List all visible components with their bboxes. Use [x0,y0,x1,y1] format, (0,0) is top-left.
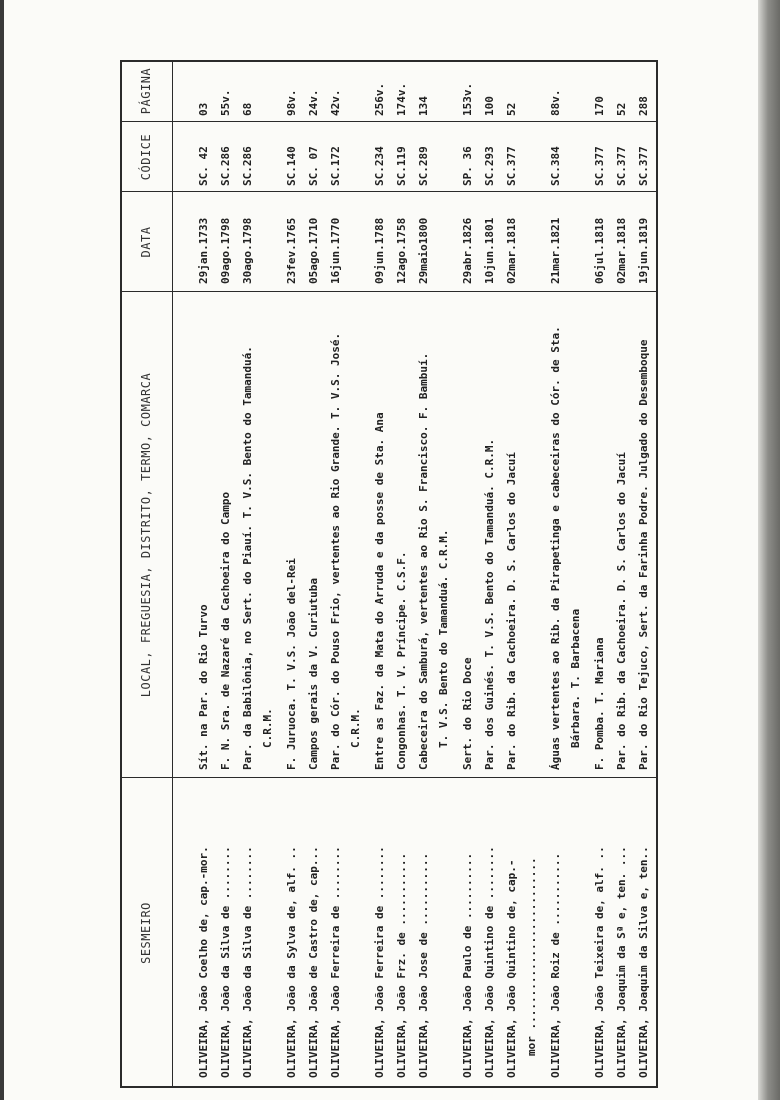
pagina-cell: 170 [593,96,606,116]
pagina-cell: 52 [615,102,628,116]
codice-cell: SP. 36 [461,146,474,186]
local-cell: Sert. do Rio Doce [461,657,474,770]
data-cell: 05ago.1710 [307,217,320,284]
codice-cell: SC. 07 [307,146,320,186]
local-cell: Cabeceira do Samburá, vertentes ao Rio S. Francisco. F. Bambuí. [417,352,430,770]
column-divider [120,121,658,122]
sesmeiro-continuation: mor .......................... [525,857,538,1056]
sesmeiro-cell: OLIVEIRA, João de Castro de, cap... [307,846,320,1078]
scan-right-edge [758,0,780,1100]
pagina-cell: 42v. [329,89,342,116]
codice-cell: SC.286 [219,146,232,186]
local-cell: Par. da Babilônia, no Sert. do Piauí. T. V.S. Bento do Tamanduá. [241,346,254,770]
sesmeiro-cell: OLIVEIRA, João da Silva de ........ [219,846,232,1078]
header-sesmeiro: SESMEIRO [139,902,153,964]
data-cell: 09jun.1788 [373,217,386,284]
local-cell: Par. do Rib. da Cachoeira. D. S. Carlos do Jacuí [615,452,628,770]
codice-cell: SC.234 [373,146,386,186]
local-cell: Par. do Rio Tejuco, Sert. da Farinha Podre. Julgado do Desemboque [637,339,650,770]
codice-cell: SC.140 [285,146,298,186]
sesmeiro-cell: OLIVEIRA, Joaquim da Silva e, ten.. [637,846,650,1078]
local-cell: Águas vertentes ao Rib. da Pirapetinga e cabeceiras do Cór. de Sta. [549,326,562,770]
codice-cell: SC.289 [417,146,430,186]
sesmeiro-cell: OLIVEIRA, João Ferreira de ........ [373,846,386,1078]
local-continuation: C.R.M. [261,708,274,748]
pagina-cell: 256v. [373,82,386,116]
local-continuation: C.R.M. [349,708,362,748]
sesmeiro-cell: OLIVEIRA, Joaquim da Sª e, ten. ... [615,846,628,1078]
codice-cell: SC.293 [483,146,496,186]
codice-cell: SC.384 [549,146,562,186]
pagina-cell: 24v. [307,89,320,116]
data-cell: 12ago.1758 [395,217,408,284]
pagina-cell: 88v. [549,89,562,116]
sesmarias-table [120,60,658,1088]
codice-cell: SC.377 [505,146,518,186]
codice-cell: SC.119 [395,146,408,186]
pagina-cell: 100 [483,96,496,116]
local-cell: Par. dos Guinés. T. V.S. Bento do Tamanduá. C.R.M. [483,438,496,770]
local-cell: Congonhas. T. V. Príncipe. C.S.F. [395,551,408,770]
header-divider [172,60,173,1088]
local-continuation: T. V.S. Bento do Tamanduá. C.R.M. [437,529,450,748]
codice-cell: SC.172 [329,146,342,186]
header-codice: CÓDICE [139,133,153,181]
data-cell: 06jul.1818 [593,217,606,284]
sesmeiro-cell: OLIVEIRA, João Coelho de, cap.-mor. [197,846,210,1078]
pagina-cell: 52 [505,102,518,116]
data-cell: 02mar.1818 [505,217,518,284]
local-cell: Sít. na Par. do Rio Turvo [197,604,210,770]
local-cell: F. Juruoca. T. V.S. João del-Rei [285,558,298,770]
local-continuation: Bárbara. T. Barbacena [569,608,582,748]
data-cell: 21mar.1821 [549,217,562,284]
sesmeiro-cell: OLIVEIRA, João da Silva de ........ [241,846,254,1078]
codice-cell: SC.286 [241,146,254,186]
pagina-cell: 174v. [395,82,408,116]
data-cell: 19jun.1819 [637,217,650,284]
data-cell: 16jun.1770 [329,217,342,284]
header-local: LOCAL, FREGUESIA, DISTRITO, TERMO, COMARCA [139,372,153,698]
sesmeiro-cell: OLIVEIRA, João Jose de ........... [417,852,430,1078]
local-cell: Entre as Faz. da Mata do Arruda e da posse de Sta. Ana [373,412,386,770]
sesmeiro-cell: OLIVEIRA, João Frz. de ........... [395,852,408,1078]
data-cell: 09ago.1798 [219,217,232,284]
data-cell: 29maio1800 [417,217,430,284]
local-cell: F. Pomba. T. Mariana [593,637,606,770]
codice-cell: SC.377 [637,146,650,186]
local-cell: F. N. Sra. de Nazaré da Cachoeira do Campo [219,491,232,770]
scan-left-edge [0,0,4,1100]
sesmeiro-cell: OLIVEIRA, João Quintino de, cap.- [505,859,518,1078]
pagina-cell: 134 [417,96,430,116]
local-cell: Campos gerais da V. Curiutuba [307,577,320,770]
sesmeiro-cell: OLIVEIRA, João da Sylva de, alf. .. [285,846,298,1078]
local-cell: Par. do Cór. do Pouso Frio, vertentes ao Rio Grande. T. V.S. José. [329,332,342,770]
data-cell: 30ago.1798 [241,217,254,284]
pagina-cell: 288 [637,96,650,116]
header-data: DATA [139,226,153,258]
data-cell: 10jun.1801 [483,217,496,284]
codice-cell: SC.377 [615,146,628,186]
header-pagina: PÁGINA [139,67,153,115]
data-cell: 29abr.1826 [461,217,474,284]
data-cell: 23fev.1765 [285,217,298,284]
pagina-cell: 03 [197,102,210,116]
sesmeiro-cell: OLIVEIRA, João Teixeira de, alf. .. [593,846,606,1078]
pagina-cell: 153v. [461,82,474,116]
pagina-cell: 68 [241,102,254,116]
codice-cell: SC. 42 [197,146,210,186]
sesmeiro-cell: OLIVEIRA, João Roiz de ........... [549,852,562,1078]
local-cell: Par. do Rib. da Cachoeira. D. S. Carlos do Jacuí [505,452,518,770]
pagina-cell: 55v. [219,89,232,116]
sesmeiro-cell: OLIVEIRA, João Quintino de ........ [483,846,496,1078]
data-cell: 29jan.1733 [197,217,210,284]
pagina-cell: 98v. [285,89,298,116]
sesmeiro-cell: OLIVEIRA, João Paulo de .......... [461,852,474,1078]
codice-cell: SC.377 [593,146,606,186]
sesmeiro-cell: OLIVEIRA, João Ferreira de ........ [329,846,342,1078]
data-cell: 02mar.1818 [615,217,628,284]
